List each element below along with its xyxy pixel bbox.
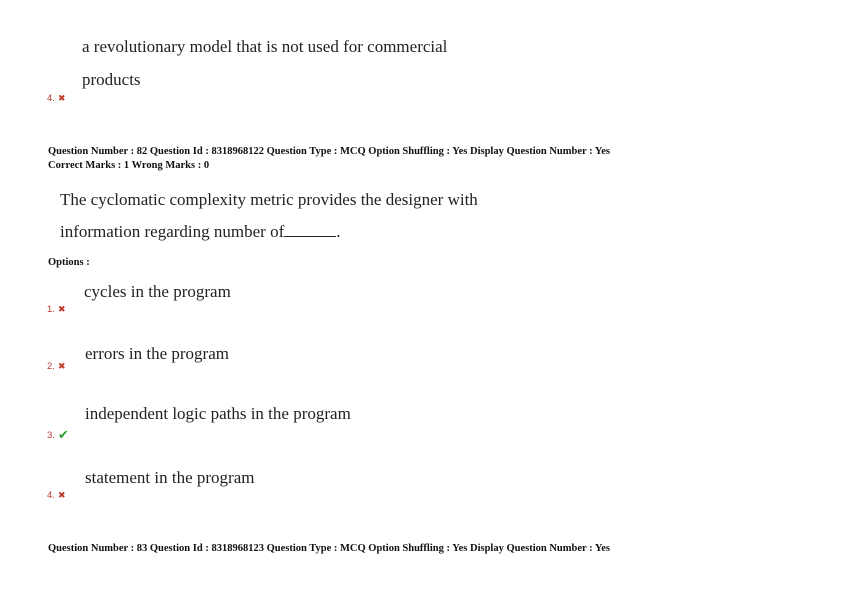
option-1-number-label: 1.: [47, 304, 55, 315]
option-3-number-label: 3.: [47, 429, 55, 441]
option-4-number-label: 4.: [47, 490, 55, 501]
option-1-number: [47, 304, 65, 315]
options-label: Options :: [48, 257, 90, 268]
next-question-meta-line1: Question Number : 83 Question Id : 8318968123 Question Type : MCQ Option Shuffling : Yes Display Question Number : Yes: [48, 543, 611, 554]
question-text-line2: [60, 222, 341, 242]
correct-check-icon: ✔: [57, 427, 69, 442]
option-1-text: cycles in the program: [84, 282, 231, 301]
question-text-line1: The cyclomatic complexity metric provides the designer with: [60, 190, 478, 209]
wrong-mark-icon: ✖: [57, 361, 66, 371]
option-2-text: errors in the program: [85, 344, 229, 363]
option-2-number: [47, 361, 65, 372]
wrong-mark-icon: ✖: [57, 93, 66, 103]
wrong-mark-icon: ✖: [57, 304, 66, 314]
option-3-text: independent logic paths in the program: [85, 404, 351, 423]
option-4-number: [47, 490, 65, 501]
question-text-line2-prefix: information regarding number of: [60, 222, 285, 241]
prev-option-number-label: 4.: [47, 93, 55, 104]
option-3-number: [47, 427, 69, 443]
option-4-text: statement in the program: [85, 468, 255, 487]
wrong-mark-icon: ✖: [57, 490, 66, 500]
prev-option-number: [47, 93, 65, 104]
prev-option-text-line1: a revolutionary model that is not used for commercial: [82, 37, 448, 56]
prev-option-text-line2: products: [82, 70, 141, 89]
question-text-line2-suffix: .: [336, 222, 341, 241]
answer-blank: [284, 235, 336, 237]
question-meta-line1: Question Number : 82 Question Id : 8318968122 Question Type : MCQ Option Shuffling : Yes Display Question Number : Yes: [48, 146, 611, 157]
option-2-number-label: 2.: [47, 361, 55, 372]
question-meta-line2: Correct Marks : 1 Wrong Marks : 0: [48, 160, 210, 171]
